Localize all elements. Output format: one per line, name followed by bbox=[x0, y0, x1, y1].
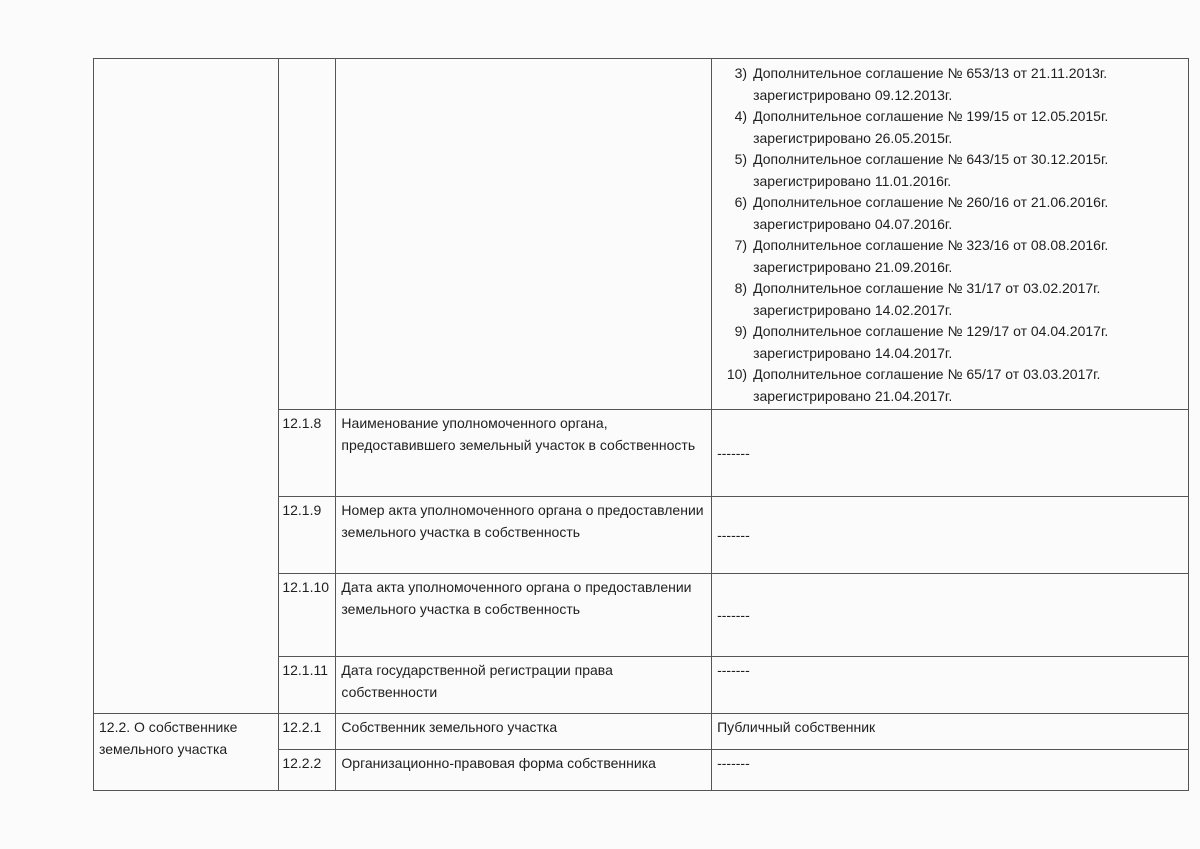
agreement-registration: зарегистрировано 09.12.2013г. bbox=[753, 86, 953, 103]
agreement-registration: зарегистрировано 04.07.2016г. bbox=[753, 215, 953, 232]
row-value: ------- bbox=[712, 750, 1189, 791]
row-code: 12.1.9 bbox=[279, 497, 336, 574]
land-plot-info-table bbox=[93, 58, 1189, 791]
agreements-cell bbox=[712, 59, 1189, 410]
row-label: Дата акта уполномоченного органа о предоставлении земельного участка в собственность bbox=[336, 574, 712, 657]
agreement-item bbox=[717, 278, 1183, 321]
row-label: Собственник земельного участка bbox=[336, 714, 712, 750]
row-label: Дата государственной регистрации права собственности bbox=[336, 657, 712, 714]
agreement-number: 6) bbox=[734, 194, 748, 210]
section-title: 12.2. О собственнике земельного участка bbox=[94, 714, 279, 791]
agreement-registration: зарегистрировано 21.04.2017г. bbox=[753, 387, 953, 404]
agreement-text bbox=[753, 192, 1108, 235]
agreement-title: Дополнительное соглашение № 129/17 от 04.04.2017г. bbox=[753, 323, 1109, 339]
row-code: 12.2.1 bbox=[279, 714, 336, 750]
agreement-number: 4) bbox=[734, 108, 748, 124]
row-label: Номер акта уполномоченного органа о предоставлении земельного участка в собственность bbox=[336, 497, 712, 574]
row-code: 12.1.10 bbox=[279, 574, 336, 657]
agreement-title: Дополнительное соглашение № 65/17 от 03.03.2017г. bbox=[753, 366, 1101, 382]
agreement-item bbox=[717, 149, 1183, 192]
agreement-text bbox=[753, 235, 1108, 278]
row-code: 12.2.2 bbox=[279, 750, 336, 791]
agreement-title: Дополнительное соглашение № 653/13 от 21.11.2013г. bbox=[753, 65, 1108, 81]
agreements-list bbox=[717, 63, 1183, 407]
row-value: ------- bbox=[712, 657, 1189, 714]
agreement-text bbox=[753, 106, 1108, 149]
agreement-title: Дополнительное соглашение № 199/15 от 12.05.2015г. bbox=[753, 108, 1109, 124]
row-value: ------- bbox=[712, 574, 1189, 657]
agreement-number: 10) bbox=[726, 366, 748, 382]
row-code: 12.1.8 bbox=[279, 410, 336, 497]
agreement-number: 7) bbox=[734, 237, 748, 253]
agreement-number: 5) bbox=[734, 151, 748, 167]
row-value: Публичный собственник bbox=[712, 714, 1189, 750]
agreement-number: 9) bbox=[734, 323, 748, 339]
agreement-item bbox=[717, 192, 1183, 235]
agreement-item bbox=[717, 321, 1183, 364]
agreement-registration: зарегистрировано 26.05.2015г. bbox=[753, 129, 953, 146]
row-code: 12.1.11 bbox=[279, 657, 336, 714]
agreement-item bbox=[717, 364, 1183, 407]
agreement-item bbox=[717, 106, 1183, 149]
section-cell-empty bbox=[94, 59, 279, 714]
agreement-registration: зарегистрировано 14.04.2017г. bbox=[753, 344, 953, 361]
agreement-text bbox=[753, 364, 1100, 407]
row-label: Наименование уполномоченного органа, предоставившего земельный участок в собственность bbox=[336, 410, 712, 497]
row-value: ------- bbox=[712, 410, 1189, 497]
agreement-title: Дополнительное соглашение № 260/16 от 21.06.2016г. bbox=[753, 194, 1109, 210]
label-cell bbox=[336, 59, 712, 410]
agreement-number: 8) bbox=[734, 280, 748, 296]
row-value: ------- bbox=[712, 497, 1189, 574]
agreement-text bbox=[753, 63, 1107, 106]
agreement-item bbox=[717, 63, 1183, 106]
code-cell bbox=[279, 59, 336, 410]
agreement-text bbox=[753, 321, 1108, 364]
agreement-number: 3) bbox=[734, 65, 748, 81]
agreement-item bbox=[717, 235, 1183, 278]
agreement-registration: зарегистрировано 21.09.2016г. bbox=[753, 258, 953, 275]
agreement-registration: зарегистрировано 11.01.2016г. bbox=[753, 172, 952, 189]
agreement-title: Дополнительное соглашение № 31/17 от 03.02.2017г. bbox=[753, 280, 1101, 296]
agreement-text bbox=[753, 278, 1100, 321]
agreement-title: Дополнительное соглашение № 323/16 от 08.08.2016г. bbox=[753, 237, 1109, 253]
row-label: Организационно-правовая форма собственника bbox=[336, 750, 712, 791]
agreement-text bbox=[753, 149, 1108, 192]
agreement-title: Дополнительное соглашение № 643/15 от 30.12.2015г. bbox=[753, 151, 1109, 167]
agreement-registration: зарегистрировано 14.02.2017г. bbox=[753, 301, 953, 318]
